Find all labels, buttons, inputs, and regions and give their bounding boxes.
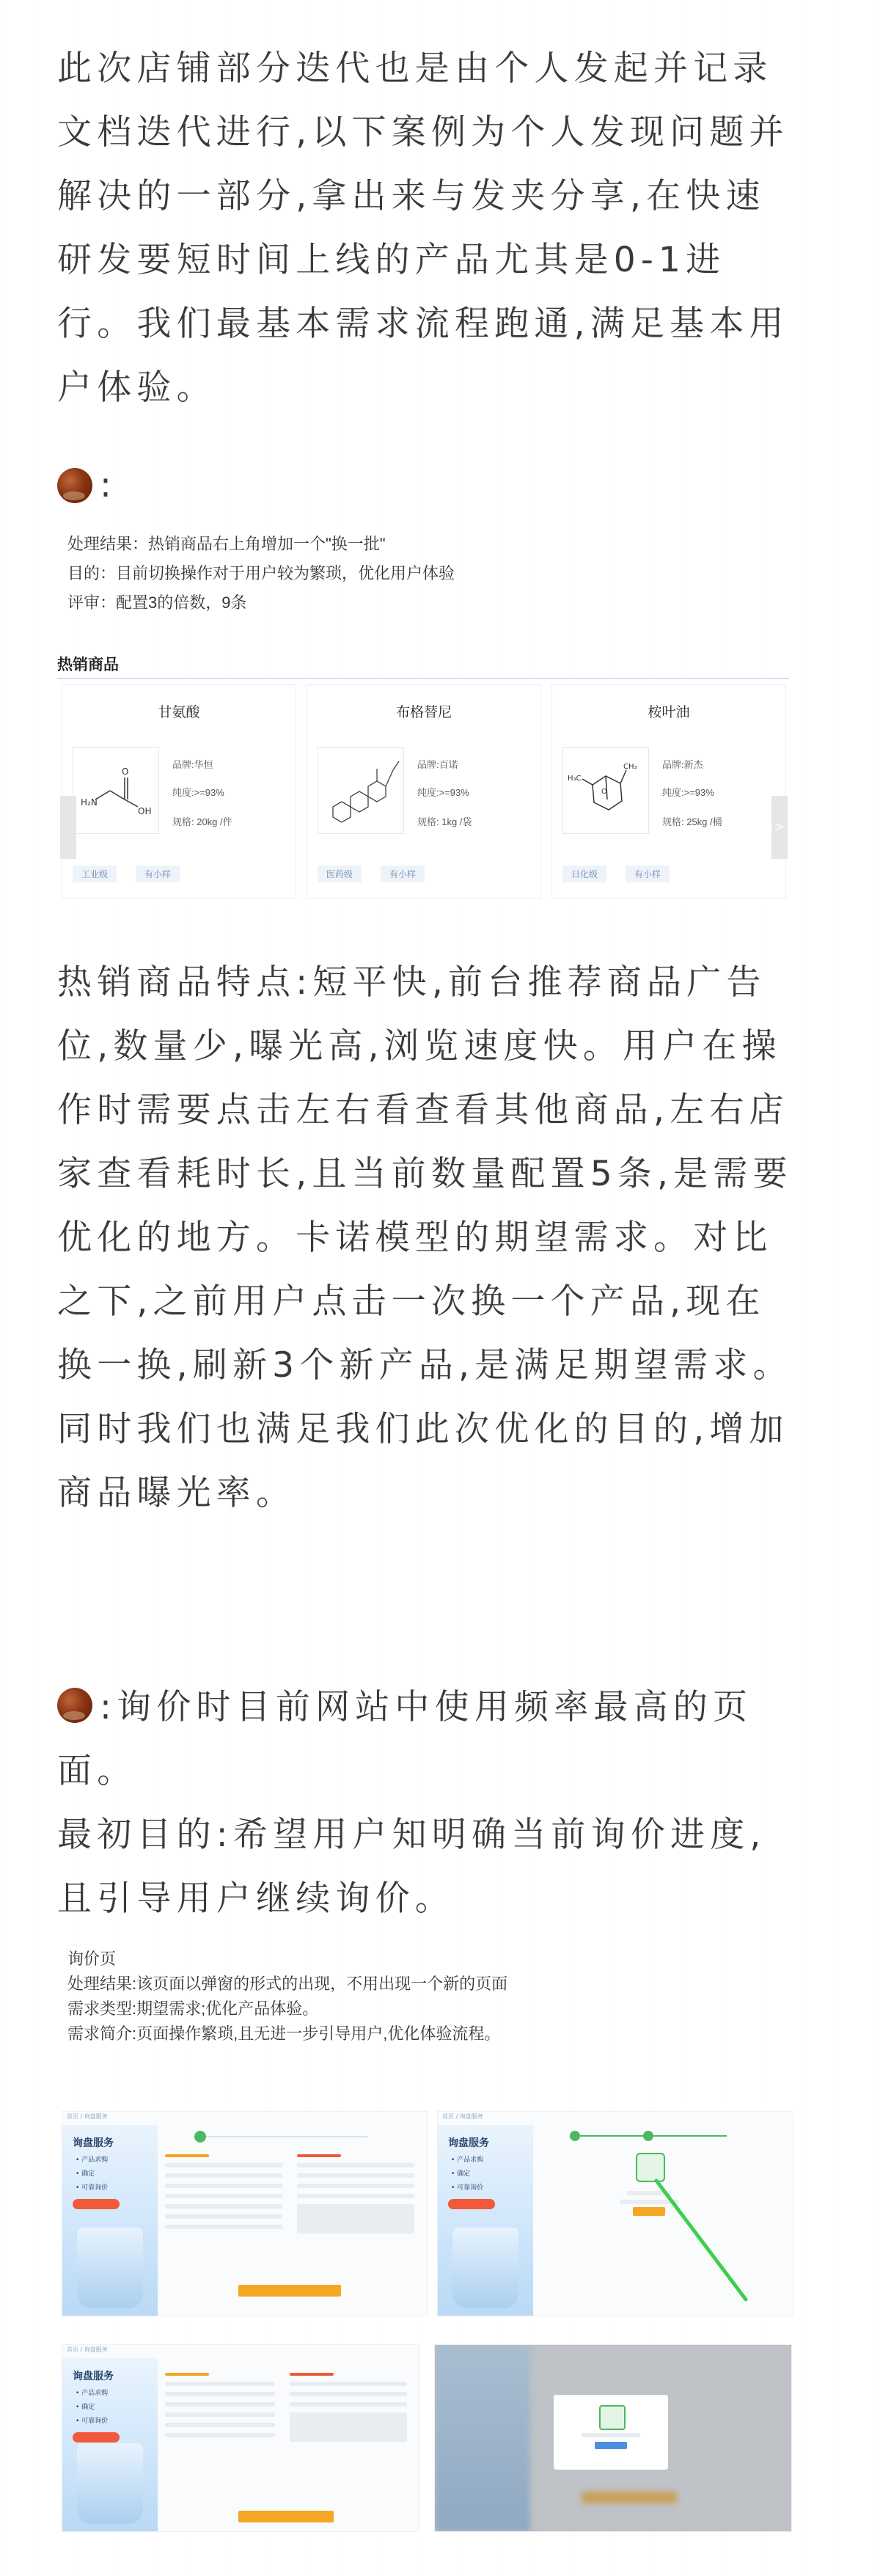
shot-sidebar-button — [73, 2199, 120, 2209]
product-name: 甘氨酸 — [158, 704, 200, 720]
product-spec: 规格: 1kg /袋 — [417, 816, 472, 827]
note-line: 目的：目前切换操作对于用户较为繁琐，优化用户体验 — [67, 564, 455, 582]
prev-arrow-button[interactable] — [60, 796, 76, 859]
shot-sidebar-item: • 产品求购 — [451, 2156, 484, 2164]
product-card[interactable] — [307, 684, 541, 899]
product-tag: 有小样 — [381, 866, 425, 882]
svg-text:O: O — [122, 766, 129, 777]
shot-sidebar-item: • 可靠询价 — [76, 2418, 109, 2425]
svg-text:O: O — [601, 788, 607, 796]
inquiry-modal-screenshot — [434, 2344, 792, 2532]
note-line: 处理结果:该页面以弹窗的形式的出现，不用出现一个新的页面 — [67, 1975, 508, 1993]
shot-sidebar — [438, 2125, 533, 2316]
breadcrumb: 首页 / 询盘服务 — [67, 2346, 108, 2353]
shot-sidebar-title: 询盘服务 — [73, 2137, 114, 2149]
shot-sidebar — [62, 2358, 158, 2531]
section1-notes — [67, 530, 808, 618]
section1-marker: : — [100, 465, 117, 505]
shot-sidebar — [62, 2125, 158, 2316]
product-brand: 品牌:百诺 — [417, 759, 458, 770]
shot-sidebar-item: • 可靠询价 — [451, 2184, 484, 2192]
product-brand: 品牌:新杰 — [662, 759, 703, 770]
note-line: 评审：配置3的倍数，9条 — [67, 593, 247, 612]
glassware-illustration — [77, 2228, 143, 2308]
product-tag: 有小样 — [626, 866, 670, 882]
note-line: 需求简介:页面操作繁琐,且无进一步引导用户,优化体验流程。 — [67, 2024, 501, 2043]
shot-sidebar-item: • 可靠询价 — [76, 2184, 109, 2192]
note-line: 需求类型:期望需求;优化产品体验。 — [67, 1999, 319, 2018]
modal-dialog — [554, 2395, 668, 2470]
svg-text:H₃C: H₃C — [568, 775, 582, 783]
section1-heading — [57, 453, 798, 517]
section2-heading — [57, 1675, 798, 1803]
product-tag: 有小样 — [136, 866, 180, 882]
product-purity: 纯度:>=93% — [662, 787, 714, 798]
shot-sidebar-item: • 产品求购 — [76, 2390, 109, 2397]
product-tag: 工业级 — [73, 866, 117, 882]
chestnut-icon — [57, 468, 92, 503]
svg-text:CH₃: CH₃ — [623, 763, 637, 771]
analysis-paragraph: 热销商品特点:短平快,前台推荐商品广告位,数量少,曝光高,浏览速度快。用户在操作时需要点击左右看查看其他商品,左右店家查看耗时长,且当前数量配置5条,是需要优化的地方。卡诺模型的期望需求。对比之下,之前用户点击一次换一个产品,现在换一换,刷新3个新产品,是满足期望需求。同时我们也满足我们此次优化的目的,增加商品曝光率。 — [57, 962, 793, 1513]
section2-goal: 最初目的:希望用户知明确当前询价进度,且引导用户继续询价。 — [57, 1815, 766, 1919]
next-arrow-button[interactable]: > — [771, 796, 788, 859]
inquiry-form-screenshot — [62, 2111, 428, 2316]
svg-text:H₂N: H₂N — [81, 797, 98, 808]
shot-sidebar-button — [448, 2199, 495, 2209]
hot-products-module — [57, 651, 789, 904]
product-name: 桉叶油 — [648, 704, 690, 720]
inquiry-form-variant-screenshot — [62, 2344, 419, 2532]
chestnut-icon — [57, 1688, 92, 1723]
shot-form — [165, 2131, 420, 2308]
shot-sidebar-item: • 确定 — [76, 2170, 95, 2178]
chemical-structure-image — [73, 747, 159, 834]
intro-paragraph: 此次店铺部分迭代也是由个人发起并记录文档迭代进行,以下案例为个人发现问题并解决的一部分,拿出来与发夹分享,在快速研发要短时间上线的产品尤其是0-1进行。我们最基本需求流程跑通,满足基本用户体验。 — [57, 48, 789, 408]
glassware-illustration — [452, 2228, 518, 2308]
shot-sidebar-item: • 确定 — [76, 2404, 95, 2411]
product-purity: 纯度:>=93% — [172, 787, 224, 798]
section2-notes — [67, 1947, 808, 2046]
inquiry-success-screenshot — [437, 2111, 793, 2316]
breadcrumb: 首页 / 询盘服务 — [442, 2113, 483, 2120]
product-spec: 规格: 20kg /件 — [172, 816, 232, 827]
product-brand: 品牌:华恒 — [172, 759, 213, 770]
shot-sidebar-title: 询盘服务 — [448, 2137, 489, 2149]
product-tag: 日化级 — [562, 866, 606, 882]
shot-sidebar-item: • 确定 — [451, 2170, 471, 2178]
product-card[interactable] — [62, 684, 296, 899]
note-line: 处理结果：热销商品右上角增加一个"换一批" — [67, 535, 386, 553]
svg-text:OH: OH — [138, 806, 152, 816]
shot-form — [165, 2364, 411, 2524]
product-spec: 规格: 25kg /桶 — [662, 816, 722, 827]
product-tag: 医药级 — [318, 866, 362, 882]
shot-sidebar-button — [73, 2432, 120, 2443]
page-label: 询价页 — [67, 1950, 117, 1968]
product-card[interactable] — [551, 684, 786, 899]
shot-sidebar-title: 询盘服务 — [73, 2371, 114, 2382]
product-purity: 纯度:>=93% — [417, 787, 469, 798]
breadcrumb: 首页 / 询盘服务 — [67, 2113, 108, 2120]
chemical-structure-image — [318, 747, 404, 834]
shot-sidebar-item: • 产品求购 — [76, 2156, 109, 2164]
chemical-structure-image — [562, 747, 649, 834]
section2-heading-text: :询价时目前网站中使用频率最高的页面。 — [57, 1687, 753, 1791]
shot-success-panel — [540, 2131, 785, 2308]
glassware-illustration — [77, 2443, 143, 2524]
product-name: 布格替尼 — [395, 704, 452, 720]
hot-products-title: 热销商品 — [57, 651, 789, 679]
